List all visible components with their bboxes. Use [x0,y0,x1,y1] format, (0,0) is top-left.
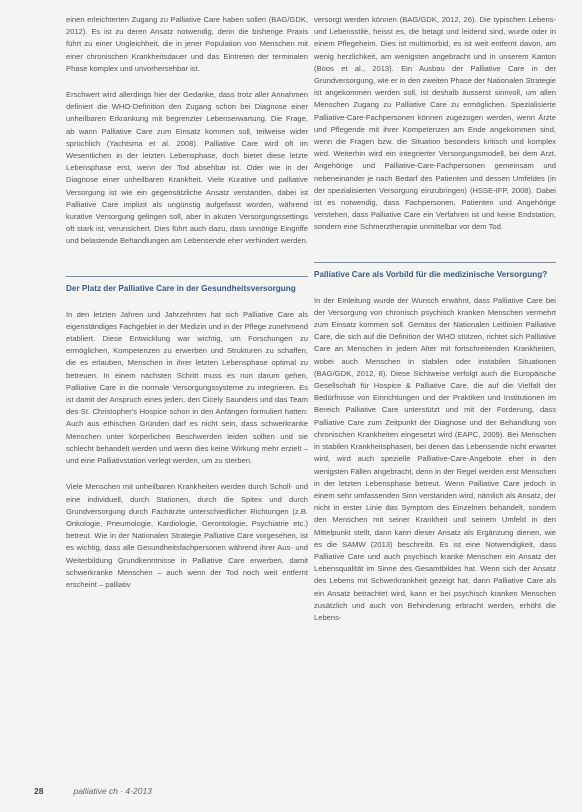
paragraph: versorgt werden können (BAG/GDK, 2012, 26). Die typischen Lebens- und Lebensstile, heisst es, die betagt und leidend sind, wurde oder in einem Pflegeheim. Dies ist multimorbid, es ist weit entfernt davon, am wenig herzlichkeit, am wenigsten angebracht und in unserem Kanton (Boos et al., 2013). Ein Ausbau der Palliative Care in der Grundversorgung, wie er in den zweiten Phase der Nationalen Strategie ist angekommen werden soll, ist deshalb äusserst sinnvoll, um allen Menschen Zugang zu Palliative Care zu ermöglichen. Spezialisierte Palliative-Care-Fachpersonen können zugezogen werden, wenn Ärzte und Pflegende mit ihrer Kompetenzen am Ende angekommen sind, wenn die Fragen bzw. die Situation besonders kritisch und komplex wird. Weiterhin wird ein integrierter Versorgungsmodell, bei dem Arzt, Angehörige und Palliative-Care-Fachpersonen gemeinsam und nebeneinander je nach Bedarf des Patienten und dessen Umfeldes (in der spezialisierten Versorgung einzubringen) (HSSE-IFP, 2008). Dabei ist es notwendig, dass Fachpersonen, Patienten und Angehörige verstehen, dass Palliative Care ein Verfahren ist und keine Endstation, sondern eine Schmerztherapie unmittelbar vor dem Tod. [314,15,556,232]
page-number: 28 [34,786,44,796]
section-heading: Palliative Care als Vorbild für die medizinische Versorgung? [314,269,548,279]
section-divider [66,276,308,277]
journal-name: palliative ch · 4-2013 [73,786,152,796]
paragraph: einen erleichterten Zugang zu Palliative Care haben sollen (BAG/GDK, 2012). Es ist zu deren Ansatz notwendig, denn die bisherige Praxis führt zu einer Ungleichheit, die in jener Population von Menschen mit einer chronischen Krankheitsdauer und das Eintreten der terminalen Phase komplex und unvorhersehbar ist. [66,15,308,73]
page-footer [34,786,152,796]
left-column [66,14,308,605]
section-divider [314,262,556,263]
paragraph: Erschwert wird allerdings hier der Gedanke, dass trotz aller Annahmen definiert die WHO-Definition den Zugang schon bei Diagnose einer unheilbaren Erkrankung mit begrenzter Lebenserwartung. Die Frage, ab wann Palliative Care zum Einsatz kommen soll, teilweise wider sprüchlich (Yachtsma et al. 2008). Palliative Care wird oft im Wesentlichen in der letzten Lebensphase, doch bietet diese letzte Lebensphase erst, wenn der Tod absehbar ist. Oder wie in der Diagnose einer unheilbaren Krankheit. Viele Kurative und palliative Versorgung ist wie ein gegensätzliche Ansatz verstanden, dabei ist Palliative Care implizit als ungünstig aufgefasst worden, während kurative Versorgung gelingen soll, aber in akuten Versorgungssettings oft stark ist, verunsichert. Dies führt auch dazu, dass unnötige Eingriffe und belastende Behandlungen am Lebensende eher verhindert werden. [66,90,308,246]
section-heading: Der Platz der Palliative Care in der Gesundheitsversorgung [66,283,296,293]
paragraph: Viele Menschen mit unheilbaren Krankheiten werden durch Scholl- und eine individuell, durch Stationen, durch die Spitex und durch Grundversorgung durch Fachärzte unterschiedlicher Richtungen (z.B. Onkologie, Pneumologie, Kardiologie, Gerontologie, Psychiatrie etc.) betreut. Wie in der Nationalen Strategie Palliative Care vorgesehen, ist es wichtig, dass alle Gesundheitsfachpersonen während ihrer Aus- und Weiterbildung Grundkenntnisse in Palliative Care erwerben, damit schwerkranke Menschen – auch wenn der Tod noch weit entfernt erscheint – palliativ [66,482,308,589]
paragraph: In der Einleitung wurde der Wunsch erwähnt, dass Palliative Care bei der Versorgung von chronisch psychisch kranken Menschen vermehrt zum Einsatz kommen soll. Gemäss der Nationalen Leitlinien Palliative Care, die sich auf die Definition der WHO stützen, richtet sich Palliative Care an Menschen in jedem Alter mit fortschreitenden Krankheiten, wobei auch Menschen in stabilen oder instabilen Situationen (BAG/GDK, 2012, 8). Diese Sichtweise verfolgt auch die Europäische Gesellschaft für Hospice & Palliative Care, die auf die Vielfalt der Bedürfnisse von Einrichtungen und der Praktiken und Institutionen im Bereich Palliative Care unterstützt und mit der Forderung, dass Palliative Care zum Zeitpunkt der Diagnose und der Behandlung von chronischen Krankheiten eingesetzt wird (EAPC, 2009). Bei Menschen in stabilen Krankheitsphasen, bei denen das Lebensende nicht erwartet wird, wird auch spezielle Palliative-Care-Angebote eher in den wenigsten Fällen angebracht, denn in der Regel werden erst Menschen in der letzten Lebensphase betreut. Wenn Palliative Care jedoch in einem sehr umfassenden Sinn verstanden wird, nämlich als Ansatz, der nicht in erster Linie das Symptom des Einzelnen behandelt, sondern den Menschen mit seiner Krankheit und seinem Umfeld in den Mittelpunkt stellt, dann kann dieser Ansatz als Ergänzung dienen, wie es die SAMW (2013) beschreibt. Es ist eine Notwendigkeit, dass Palliative Care und auch psychisch kranke Menschen ein Ansatz der Lebensqualität im Sinne des Gesamtbildes hat. Wenn sich der Ansatz des Lebens mit Schwerkrankheit gezeigt hat, dann Palliative Care als ein Ansatz betrachtet wird, kann er bei psychisch kranken Menschen zusätzlich und auch von Behinderung erbracht werden, erhöht die Lebens- [314,295,556,622]
paragraph: In den letzten Jahren und Jahrzehnten hat sich Palliative Care als eigenständiges Fachgebiet in der Medizin und in der Pflege zunehmend etabliert. Diese Entwicklung war wichtig, um Forschungen zu ermöglichen, Kompetenzen zu erwerben und Strukturen zu schaffen, die es erlauben, Menschen in ihrer letzten Lebensphase optimal zu betreuen. In einem nächsten Schritt muss es nun darum gehen, Palliative Care in die normale Versorgungssysteme zu integrieren. Es ist damit der Anspruch eines jeden, den Cicely Saunders und das Team des St. Christopher's Hospice schon in den Anfängen formuliert hatten: Auch aus ethischen Gründen darf es nicht sein, dass schwerkranke Menschen unter körperlichen Beschwerden leiden sollten und sie schlecht behandelt werden und wenn dies keine Wirkung mehr erzielt – und eine Palliativstation verlegt werden, um zu sterben. [66,309,308,466]
right-column [314,14,556,638]
